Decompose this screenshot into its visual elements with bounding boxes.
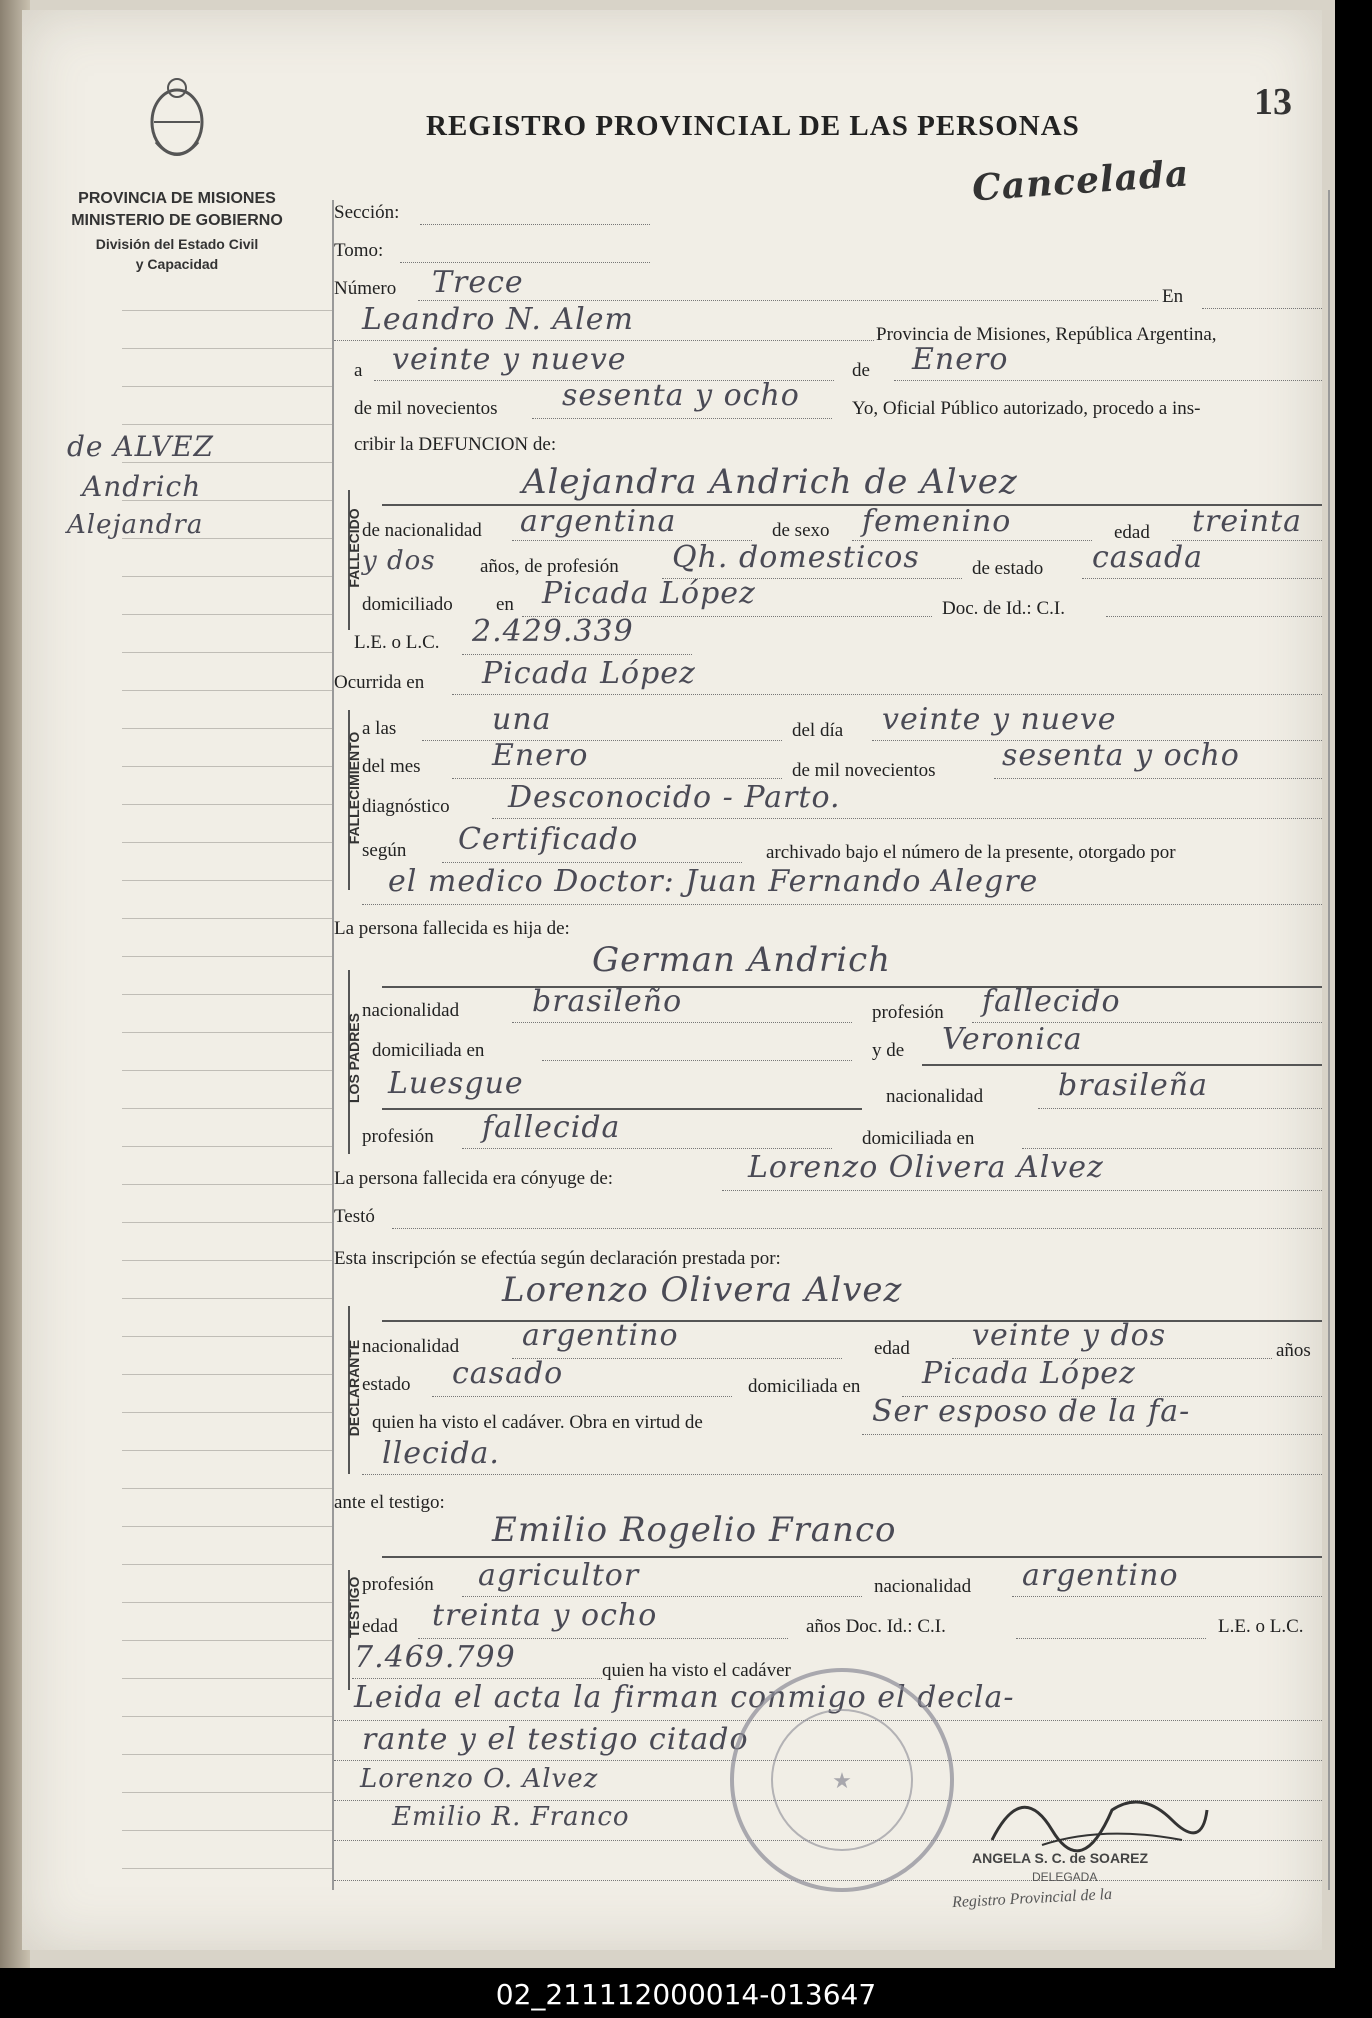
margin-rule [122,1716,332,1717]
margin-rule [122,918,332,919]
margin-rule [122,1450,332,1451]
value-test-prof: agricultor [478,1558,640,1593]
value-conyuge: Lorenzo Olivera Alvez [748,1150,1104,1185]
margin-rule [122,1260,332,1261]
margin-rule [122,1412,332,1413]
page-title: REGISTRO PROVINCIAL DE LAS PERSONAS [426,110,1080,142]
label-edad: edad [1114,522,1150,543]
margin-rule [122,1374,332,1375]
label-de-sexo: de sexo [772,520,830,541]
right-border [1328,190,1330,1890]
value-cierre-2: rante y el testigo citado [362,1722,749,1757]
value-madre-prof: fallecida [482,1110,621,1145]
cancel-stamp-word: Cancelada [970,152,1191,210]
sidebar-division-2: y Capacidad [135,256,219,272]
stamp-org: Registro Provincial de la [951,1885,1113,1912]
value-madre-nac: brasileña [1058,1068,1208,1103]
label-nacionalidad-padre: nacionalidad [362,1000,460,1021]
stamp-name: ANGELA S. C. de SOAREZ [972,1850,1149,1866]
margin-rule [122,1792,332,1793]
value-padre: German Andrich [592,940,892,980]
label-inscripcion: Esta inscripción se efectúa según declaración prestada por: [334,1248,781,1269]
value-numero: Trece [432,265,524,300]
value-test-nac: argentino [1022,1558,1179,1593]
margin-rule [122,652,332,653]
value-madre-apellido: Luesgue [388,1066,524,1101]
margin-rule [122,994,332,995]
margin-rule [122,1108,332,1109]
value-medico: el medico Doctor: Juan Fernando Alegre [388,864,1039,899]
sidebar-division: División del Estado Civil [95,236,259,252]
label-de-mil-novecientos: de mil novecientos [354,398,498,419]
label-seccion: Sección: [334,202,400,223]
label-a: a [354,360,363,381]
label-archivado: archivado bajo el número de la presente, otorgado por [766,842,1176,863]
margin-rule [122,1754,332,1755]
margin-rule [122,386,332,387]
value-padre-prof: fallecido [982,984,1121,1019]
margin-rule [122,348,332,349]
label-testo: Testó [334,1206,375,1227]
coat-of-arms-icon [142,72,212,162]
label-de-mil-nov: de mil novecientos [792,760,936,781]
margin-rule [122,880,332,881]
margin-rule [122,576,332,577]
margin-rule [122,804,332,805]
margin-rule [122,1564,332,1565]
value-diagnostico: Desconocido - Parto. [508,780,841,815]
value-le: 2.429.339 [472,614,634,649]
value-mes-acta: Enero [912,342,1009,377]
label-nacionalidad-declarante: nacionalidad [362,1336,460,1357]
value-ocurrida: Picada López [482,656,696,691]
value-test-edad: treinta y ocho [432,1598,658,1633]
value-testigo: Emilio Rogelio Franco [492,1510,897,1550]
label-estado-declarante: estado [362,1374,411,1395]
margin-rule [122,1146,332,1147]
label-domiciliada-en-padre: domiciliada en [372,1040,485,1061]
label-profesion-padre: profesión [872,1002,944,1023]
margin-rule [122,1602,332,1603]
value-domicilio: Picada López [542,576,756,611]
label-anos-profesion: años, de profesión [480,556,619,577]
label-diagnostico: diagnóstico [362,796,450,817]
scan-id-footer: 02_211112000014-013647 [495,1978,877,2011]
margin-rule [122,956,332,957]
margin-rule [122,1526,332,1527]
label-profesion-testigo: profesión [362,1574,434,1595]
label-numero: Número [334,278,397,299]
label-provincia: Provincia de Misiones, República Argentina, [876,324,1217,345]
margin-rule [122,690,332,691]
value-profesion: Qh. domesticos [672,540,920,575]
label-cribir: cribir la DEFUNCION de: [354,434,557,455]
label-nacionalidad-testigo: nacionalidad [874,1576,972,1597]
margin-rule [122,424,332,425]
label-conyuge: La persona fallecida era cónyuge de: [334,1168,614,1189]
label-y-de: y de [872,1040,905,1061]
label-edad-testigo: edad [362,1616,398,1637]
margin-rule [122,766,332,767]
margin-rule [122,1298,332,1299]
margin-rule [122,614,332,615]
value-decl-dom: Picada López [922,1356,1136,1391]
label-en-domicilio: en [496,594,514,615]
label-segun: según [362,840,407,861]
margin-rule [122,1868,332,1869]
signature-testigo: Emilio R. Franco [392,1802,630,1832]
value-decl-virtud-2: llecida. [382,1436,500,1471]
margin-rule [122,1640,332,1641]
label-domiciliada-en-madre: domiciliada en [862,1128,975,1149]
margin-note-2: Andrich [82,470,202,503]
side-label-testigo: TESTIGO [346,1576,362,1638]
label-le-lc-testigo: L.E. o L.C. [1218,1616,1304,1637]
value-estado: casada [1092,540,1204,575]
value-test-doc: 7.469.799 [354,1640,516,1675]
margin-rule [122,310,332,311]
value-edad-1: treinta [1192,504,1303,539]
label-de-nacionalidad: de nacionalidad [362,520,482,541]
margin-rule [122,728,332,729]
margin-rule [122,1070,332,1071]
official-round-stamp-icon [722,1660,962,1900]
value-anio-acta: sesenta y ocho [562,378,800,413]
official-signature-icon [982,1770,1212,1860]
side-label-padres: LOS PADRES [346,1013,362,1103]
label-domiciliado: domiciliado [362,594,453,615]
margin-rule [122,1488,332,1489]
label-hija-de: La persona fallecida es hija de: [334,918,570,939]
value-decl-nac: argentino [522,1318,679,1353]
margin-separator [332,200,334,1890]
label-de: de [852,360,870,381]
label-anos-declarante: años [1276,1340,1311,1361]
label-ocurrida-en: Ocurrida en [334,672,425,693]
label-edad-declarante: edad [874,1338,910,1359]
value-declarante: Lorenzo Olivera Alvez [502,1270,903,1310]
value-cierre-1: Leida el acta la firman conmigo el decla- [354,1680,1015,1715]
label-quien-visto-2: quien ha visto el cadáver [602,1660,791,1681]
value-mes: Enero [492,738,589,773]
label-quien-visto: quien ha visto el cadáver. Obra en virtud de [372,1412,703,1433]
value-localidad: Leandro N. Alem [362,302,634,337]
stamp-role: DELEGADA [1032,1870,1098,1884]
margin-rule [122,1032,332,1033]
label-tomo: Tomo: [334,240,384,261]
margin-rule [122,1184,332,1185]
label-en: En [1162,286,1184,307]
sidebar-ministry: MINISTERIO DE GOBIERNO [71,212,283,229]
margin-rule [122,1830,332,1831]
label-anos-doc: años Doc. Id.: C.I. [806,1616,946,1637]
margin-rule [122,1678,332,1679]
margin-rule [122,842,332,843]
svg-text:★: ★ [832,1769,852,1794]
label-doc-id: Doc. de Id.: C.I. [942,598,1065,619]
value-dia: veinte y nueve [882,702,1117,737]
margin-note-3: Alejandra [67,510,204,540]
value-hora: una [492,702,552,737]
signature-declarante: Lorenzo O. Alvez [360,1764,599,1794]
value-segun: Certificado [458,822,639,857]
side-label-fallecimiento: FALLECIMIENTO [346,731,362,845]
value-dia-acta: veinte y nueve [392,342,627,377]
page-number: 13 [1254,81,1292,123]
sidebar-province: PROVINCIA DE MISIONES [78,190,276,207]
label-yo-oficial: Yo, Oficial Público autorizado, procedo a ins- [852,398,1201,419]
value-edad-2: y dos [362,546,436,576]
margin-note-1: de ALVEZ [67,430,215,463]
value-madre: Veronica [942,1022,1083,1057]
value-padre-nac: brasileño [532,984,683,1019]
label-del-mes: del mes [362,756,421,777]
label-domiciliada-declarante: domiciliada en [748,1376,861,1397]
register-sheet [22,10,1322,1950]
label-profesion-madre: profesión [362,1126,434,1147]
value-anio: sesenta y ocho [1002,738,1240,773]
value-decl-edad: veinte y dos [972,1318,1167,1353]
value-nombre: Alejandra Andrich de Alvez [522,462,1018,502]
side-label-declarante: DECLARANTE [346,1339,362,1437]
label-nacionalidad-madre: nacionalidad [886,1086,984,1107]
side-label-fallecido: FALLECIDO [346,508,362,588]
value-sexo: femenino [862,504,1012,539]
margin-rule [122,1222,332,1223]
label-a-las: a las [362,718,397,739]
value-decl-estado: casado [452,1356,564,1391]
label-de-estado: de estado [972,558,1044,579]
value-nacionalidad: argentina [520,504,677,539]
label-ante-testigo: ante el testigo: [334,1492,445,1513]
label-del-dia: del día [792,720,844,741]
value-decl-virtud: Ser esposo de la fa- [872,1394,1191,1429]
margin-rule [122,1336,332,1337]
label-le-lc: L.E. o L.C. [354,632,440,653]
